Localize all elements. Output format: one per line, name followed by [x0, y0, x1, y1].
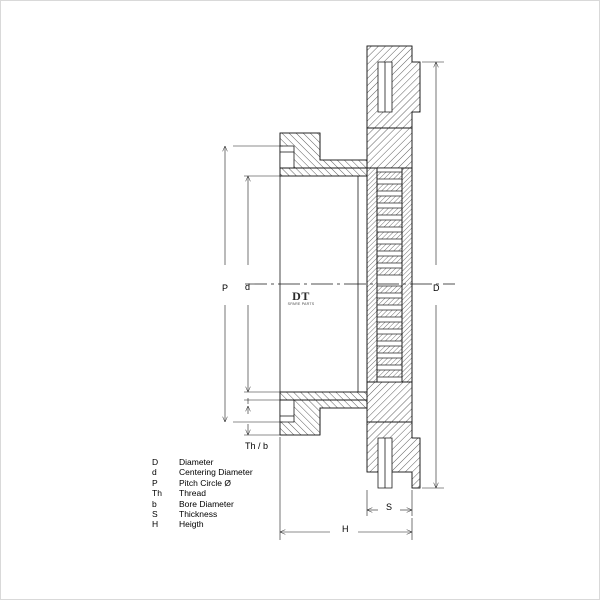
dimension-label-d: d — [245, 282, 251, 292]
legend-description: Heigth — [179, 519, 204, 530]
dimension-label-S: S — [386, 502, 393, 512]
legend-description: Centering Diameter — [179, 467, 253, 478]
dimension-label-Th-b: Th / b — [245, 441, 269, 451]
legend — [152, 457, 253, 530]
legend-symbol: D — [152, 457, 159, 467]
legend-symbol: Th — [152, 488, 162, 499]
brand-tagline-text: SPARE PARTS — [287, 302, 315, 306]
legend-row — [152, 519, 253, 529]
dimension-label-D: D — [433, 283, 440, 293]
legend-description: Thread — [179, 488, 206, 499]
legend-symbol: b — [152, 498, 157, 509]
legend-symbol: d — [152, 467, 157, 478]
brand-mark-text: DT — [292, 289, 310, 303]
legend-row — [152, 478, 253, 488]
legend-symbol: H — [152, 519, 159, 530]
dimension-label-H: H — [342, 524, 349, 534]
legend-row — [152, 457, 253, 467]
legend-description: Diameter — [179, 457, 214, 467]
legend-row — [152, 467, 253, 477]
dimension-label-P: P — [222, 283, 229, 293]
legend-description: Pitch Circle Ø — [179, 477, 231, 488]
legend-description: Bore Diameter — [179, 498, 234, 509]
legend-row — [152, 488, 253, 498]
legend-row — [152, 499, 253, 509]
legend-symbol: S — [152, 509, 158, 520]
legend-row — [152, 509, 253, 519]
legend-symbol: P — [152, 477, 158, 488]
brand-logo — [281, 290, 321, 307]
legend-description: Thickness — [179, 509, 218, 520]
